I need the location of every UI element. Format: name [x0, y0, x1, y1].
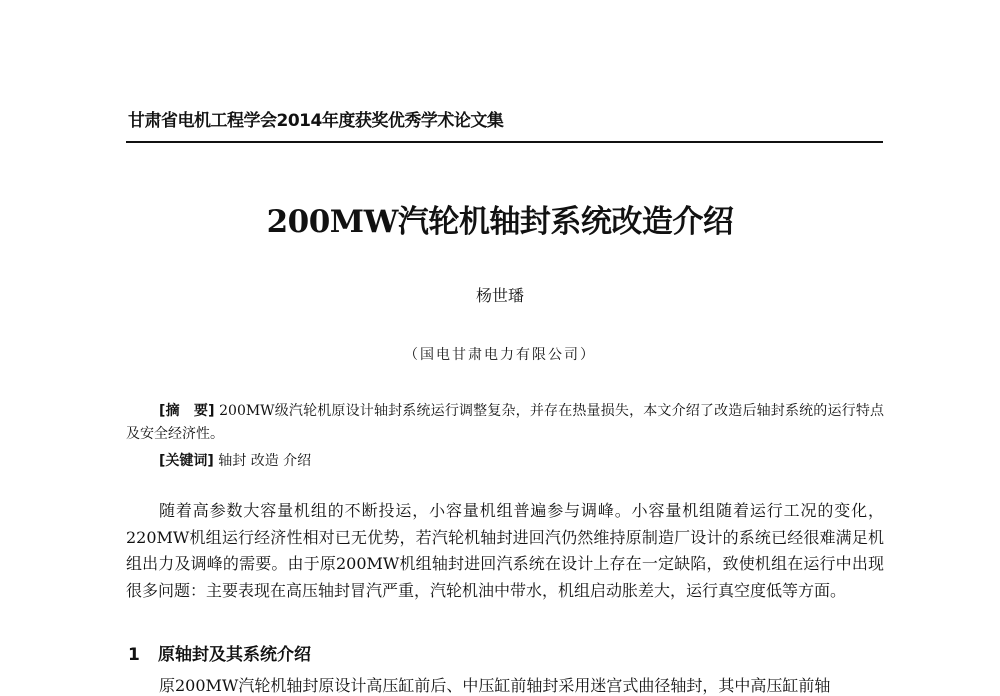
section-title: 原轴封及其系统介绍: [158, 645, 311, 665]
section-heading: [128, 640, 311, 665]
section-number: 1: [128, 645, 140, 665]
body-paragraph: 随着高参数大容量机组的不断投运，小容量机组普遍参与调峰。小容量机组随着运行工况的变化，220MW机组运行经济性相对已无优势，若汽轮机轴封进回汽仍然维持原制造厂设计的系统已经很难满足机组出力及调峰的需要。由于原200MW机组轴封进回汽系统在设计上存在一定缺陷，致使机组在运行中出现很多问题：主要表现在高压轴封冒汽严重，汽轮机油中带水，机组启动胀差大，运行真空度低等方面。: [126, 501, 884, 600]
abstract-label: [摘 要]: [159, 403, 215, 419]
abstract: [126, 400, 884, 446]
abstract-text: 200MW级汽轮机原设计轴封系统运行调整复杂，并存在热量损失，本文介绍了改造后轴封系统的运行特点及安全经济性。: [126, 403, 885, 442]
keywords-label: [关键词]: [159, 453, 214, 469]
author: 杨世璠: [475, 286, 524, 305]
header-rule: [126, 141, 883, 143]
keywords-text: 轴封 改造 介绍: [218, 453, 312, 469]
affiliation: （国电甘肃电力有限公司）: [404, 347, 596, 363]
partial-text-line: 原200MW汽轮机轴封原设计高压缸前后、中压缸前轴封采用迷宫式曲径轴封，其中高压缸前轴: [159, 676, 831, 695]
keywords: [159, 450, 311, 470]
paper-title: 200MW汽轮机轴封系统改造介绍: [266, 204, 734, 240]
running-header: 甘肃省电机工程学会2014年度获奖优秀学术论文集: [128, 111, 504, 131]
